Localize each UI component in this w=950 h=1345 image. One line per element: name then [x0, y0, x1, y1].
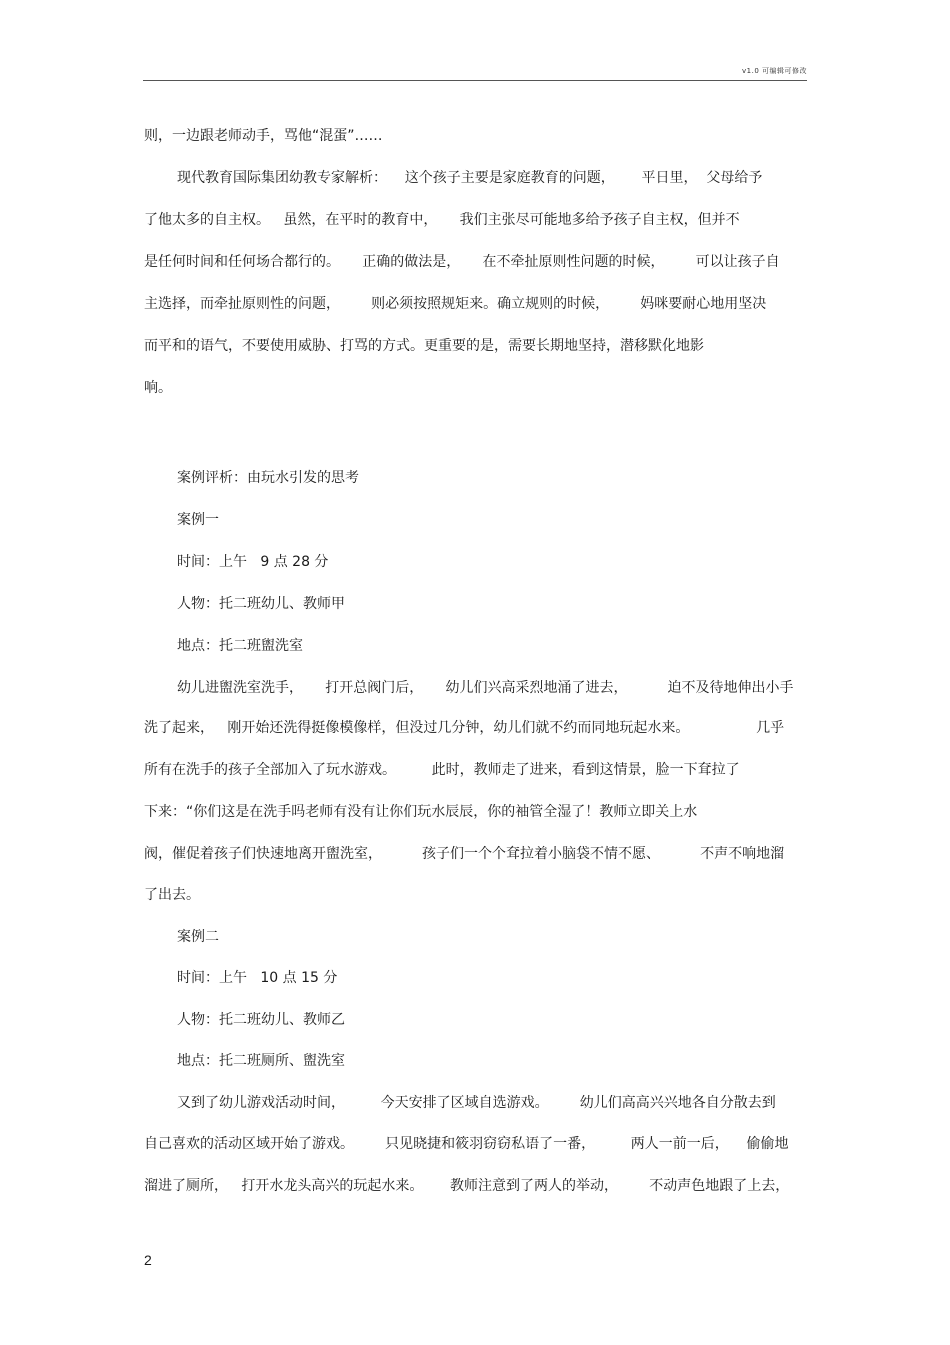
- case-time: 时间：上午 10 点 15 分: [177, 970, 338, 986]
- text-line: 响。: [144, 380, 172, 396]
- text-line: 阀，催促着孩子们快速地离开盥洗室， 孩子们一个个耷拉着小脑袋不情不愿、 不声不响地溜: [144, 846, 785, 862]
- text-line: 现代教育国际集团幼教专家解析： 这个孩子主要是家庭教育的问题， 平日里， 父母给予: [177, 170, 763, 186]
- section-title: 案例评析：由玩水引发的思考: [177, 470, 359, 486]
- page-number: 2: [144, 1252, 152, 1268]
- text-line: 了出去。: [144, 887, 200, 903]
- case-people: 人物：托二班幼儿、教师乙: [177, 1012, 345, 1028]
- text-line: 是任何时间和任何场合都行的。 正确的做法是， 在不牵扯原则性问题的时候， 可以让孩子自: [144, 254, 780, 270]
- text-line: 幼儿进盥洗室洗手， 打开总阀门后， 幼儿们兴高采烈地涌了进去， 迫不及待地伸出小手: [177, 680, 794, 696]
- text-line: 又到了幼儿游戏活动时间， 今天安排了区域自选游戏。 幼儿们高高兴兴地各自分散去到: [177, 1095, 776, 1111]
- case-label: 案例二: [177, 929, 219, 945]
- case-place: 地点：托二班厕所、盥洗室: [177, 1053, 345, 1069]
- case-people: 人物：托二班幼儿、教师甲: [177, 596, 345, 612]
- text-line: 则，一边跟老师动手，骂他“混蛋”……: [144, 128, 383, 144]
- header-divider: [143, 80, 807, 81]
- text-line: 洗了起来， 刚开始还洗得挺像模像样，但没过几分钟，幼儿们就不约而同地玩起水来。 几乎: [144, 720, 785, 736]
- case-place: 地点：托二班盥洗室: [177, 638, 303, 654]
- text-line: 溜进了厕所， 打开水龙头高兴的玩起水来。 教师注意到了两人的举动， 不动声色地跟了上去，: [144, 1178, 790, 1194]
- text-line: 了他太多的自主权。 虽然，在平时的教育中， 我们主张尽可能地多给予孩子自主权，但并不: [144, 212, 740, 228]
- text-line: 下来：“你们这是在洗手吗老师有没有让你们玩水辰辰，你的袖管全湿了！教师立即关上水: [144, 804, 698, 820]
- header-version-text: v1.0 可编辑可修改: [742, 67, 807, 75]
- text-line: 主选择，而牵扯原则性的问题， 则必须按照规矩来。确立规则的时候， 妈咪要耐心地用坚决: [144, 296, 767, 312]
- case-time: 时间：上午 9 点 28 分: [177, 554, 329, 570]
- case-label: 案例一: [177, 512, 219, 528]
- text-line: 所有在洗手的孩子全部加入了玩水游戏。 此时，教师走了进来，看到这情景，脸一下耷拉了: [144, 762, 740, 778]
- text-line: 而平和的语气，不要使用威胁、打骂的方式。更重要的是，需要长期地坚持，潜移默化地影: [144, 338, 704, 354]
- text-line: 自己喜欢的活动区域开始了游戏。 只见晓捷和筱羽窃窃私语了一番， 两人一前一后， 偷偷地: [144, 1136, 789, 1152]
